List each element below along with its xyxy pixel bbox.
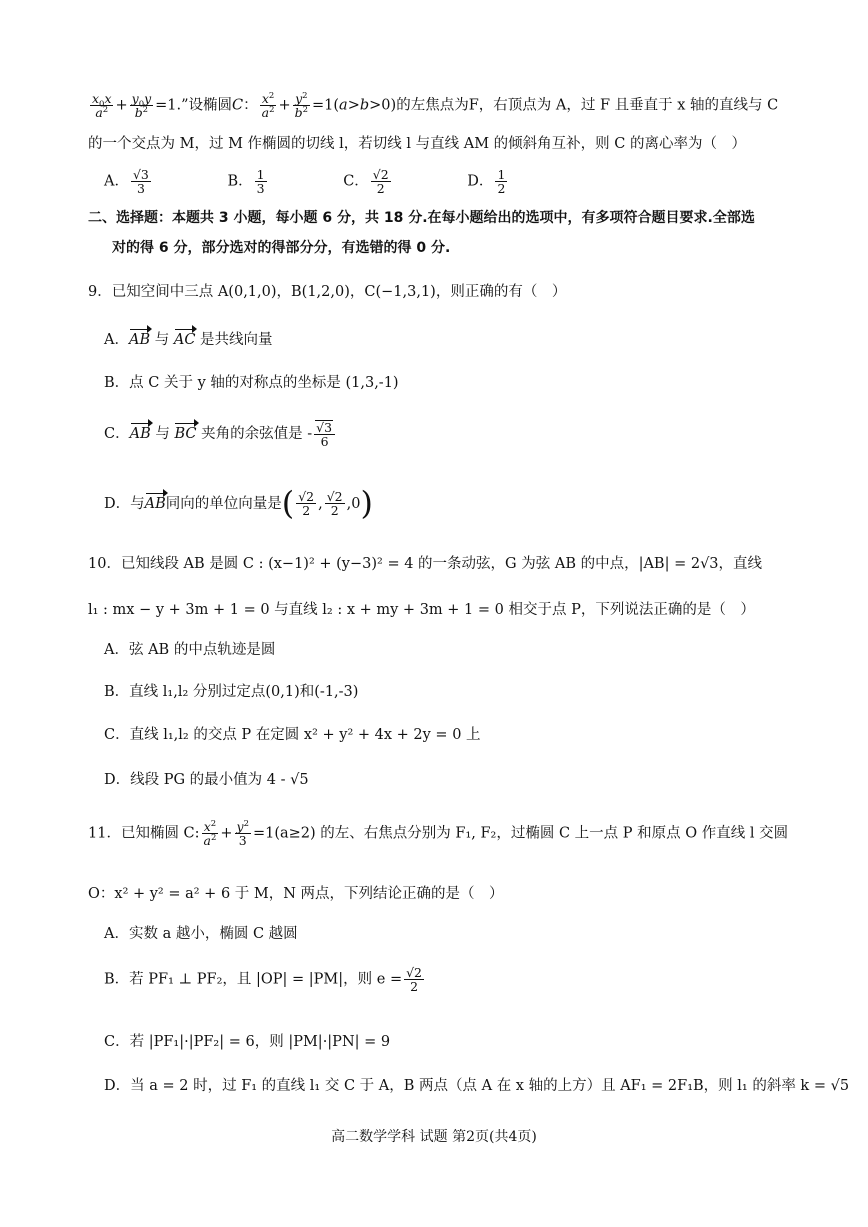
q10-option-d: D．线段 PG 的最小值为 4 - √5	[104, 772, 309, 788]
q9-stem: 9．已知空间中三点 A(0,1,0)，B(1,2,0)，C(−1,3,1)，则正确的有（ ）	[88, 284, 567, 300]
q9-option-d: D．与AB同向的单位向量是( $\frac{√2}{2}$ , $\frac{√2}{2}$ ,0)	[104, 484, 373, 522]
q11-option-d: D．当 a = 2 时，过 F₁ 的直线 l₁ 交 C 于 A，B 两点（点 A 在 x 轴的上方）且 AF₁ = 2F₁B，则 l₁ 的斜率 k = √5	[104, 1078, 850, 1094]
q8-option-d: D． $\frac{1}{2}$	[467, 167, 506, 197]
q8-option-b: B． $\frac{1}{3}$	[227, 167, 265, 197]
q8-line1-rest: F，右顶点为 A，过 F 且垂直于 x 轴的直线与 C	[468, 97, 779, 114]
q11-option-b: B．若 PF₁ ⊥ PF₂，且 |OP| = |PM|，则 e = $\frac{√2}{2}$	[104, 965, 422, 995]
fraction: $\frac{y_0y}{b^2}$	[131, 91, 152, 121]
q9-option-c: C．AB 与 BC 夹角的余弦值是 - $\frac{√3}{6}$	[104, 420, 337, 448]
q10-stem2: l₁ : mx − y + 3m + 1 = 0 与直线 l₂ : x + my + 3m + 1 = 0 相交于点 P，下列说法正确的是（ ）	[88, 602, 755, 618]
q10-option-b: B．直线 l₁,l₂ 分别过定点(0,1)和(-1,-3)	[104, 684, 359, 700]
q11-option-a: A．实数 a 越小，椭圆 C 越圆	[104, 926, 298, 942]
fraction: $\frac{x^2}{a^2}$	[261, 89, 275, 121]
q10-stem1: 10．已知线段 AB 是圆 C : (x−1)² + (y−3)² = 4 的一条动弦，G 为弦 AB 的中点，|AB| = 2√3，直线	[88, 556, 763, 572]
q8-option-a: A． $\frac{√3}{3}$	[104, 167, 149, 197]
q8-line2: 的一个交点为 M，过 M 作椭圆的切线 l，若切线 l 与直线 AM 的倾斜角互补，则 C 的离心率为（ ）	[88, 136, 746, 152]
q11-option-c: C．若 |PF₁|·|PF₂| = 6，则 |PM|·|PN| = 9	[104, 1034, 391, 1050]
q11-stem1: 11．已知椭圆 C: $\frac{x^2}{a^2}$ + $\frac{y^2}{3}$ =1(a≥2) 的左、右焦点分别为 F₁, F₂，过椭圆 C 上一点 P 和原点 O 作直线 l 交圆	[88, 817, 789, 849]
q9-option-a: A．AB 与 AC 是共线向量	[104, 328, 273, 349]
q10-option-c: C．直线 l₁,l₂ 的交点 P 在定圆 x² + y² + 4x + 2y = 0 上	[104, 727, 481, 743]
q8-line1: $\frac{x_0x}{a^2}$ + $\frac{y_0y}{b^2}$ =1.”设椭圆C： $\frac{x^2}{a^2}$ + $\frac{y^2}{b^2}$ =1(a>b>0)的左焦点为F，右顶点为 A，过 F 且垂直于 x 轴的直线与 C	[92, 89, 779, 121]
q11-stem2: O：x² + y² = a² + 6 于 M，N 两点，下列结论正确的是（ ）	[88, 886, 504, 902]
q8-options	[104, 168, 579, 195]
fraction: $\frac{y^2}{b^2}$	[294, 89, 308, 121]
q9-option-b: B．点 C 关于 y 轴的对称点的坐标是 (1,3,-1)	[104, 375, 399, 391]
section2-heading-line1: 二、选择题：本题共 3 小题，每小题 6 分，共 18 分.在每小题给出的选项中，有多项符合题目要求.全部选	[88, 210, 755, 226]
section2-heading-line2: 对的得 6 分，部分选对的得部分分，有选错的得 0 分.	[112, 240, 451, 256]
q10-option-a: A．弦 AB 的中点轨迹是圆	[104, 642, 276, 658]
q8-option-c: C． $\frac{√2}{2}$	[343, 167, 389, 197]
fraction: $\frac{x_0x}{a^2}$	[92, 91, 112, 121]
page-footer: 高二数学学科 试题 第2页(共4页)	[331, 1129, 537, 1145]
